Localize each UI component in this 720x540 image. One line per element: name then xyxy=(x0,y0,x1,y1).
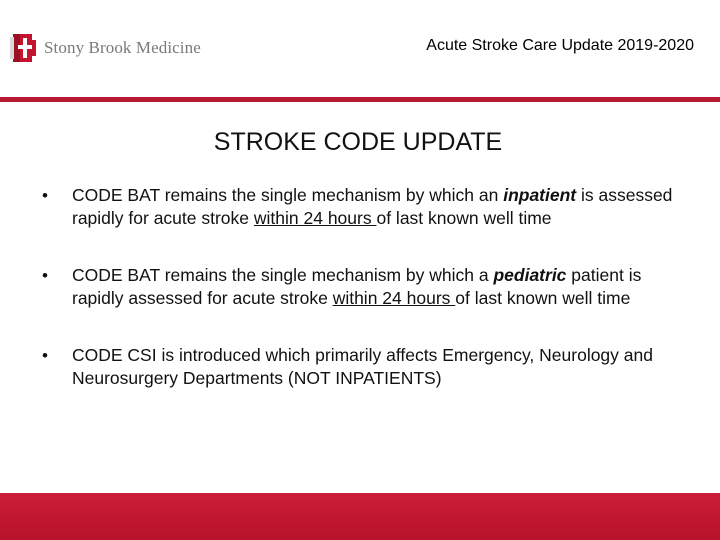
bullet-marker: • xyxy=(42,266,48,285)
bullet-underline: within 24 hours xyxy=(332,288,456,308)
logo-wordmark: Stony Brook Medicine xyxy=(44,38,201,57)
slide-title: STROKE CODE UPDATE xyxy=(213,128,503,156)
bullet-text: is assessed rapidly for acute stroke xyxy=(72,185,673,228)
bullet-emphasis: inpatient xyxy=(503,185,577,205)
bullet-text: of last known well time xyxy=(376,208,552,228)
stony-brook-medicine-logo-icon xyxy=(8,31,40,65)
presentation-title: Acute Stroke Care Update 2019-2020 xyxy=(426,37,694,54)
bullet-emphasis: pediatric xyxy=(493,265,567,285)
bullet-text: patient is rapidly assessed for acute stroke xyxy=(72,265,642,308)
bullet-text: CODE BAT remains the single mechanism by which a xyxy=(72,265,494,285)
bullet-item-inpatient xyxy=(42,184,682,230)
slide-header xyxy=(0,0,720,97)
bullet-text: CODE BAT remains the single mechanism by which an xyxy=(72,185,504,205)
bullet-item-code-csi xyxy=(42,344,682,390)
stony-brook-medicine-logo xyxy=(8,30,201,66)
bullet-marker: • xyxy=(42,186,48,205)
bullet-item-pediatric xyxy=(42,264,682,310)
bullet-list xyxy=(42,184,682,390)
footer-gradient xyxy=(0,493,720,540)
bullet-text: CODE CSI is introduced which primarily affects Emergency, Neurology and Neurosurgery Departments (NOT INPATIENTS) xyxy=(72,345,653,388)
bullet-text: of last known well time xyxy=(455,288,631,308)
bullet-marker: • xyxy=(42,346,48,365)
header-divider xyxy=(0,97,720,102)
bullet-underline: within 24 hours xyxy=(253,208,377,228)
footer-band xyxy=(0,493,720,540)
